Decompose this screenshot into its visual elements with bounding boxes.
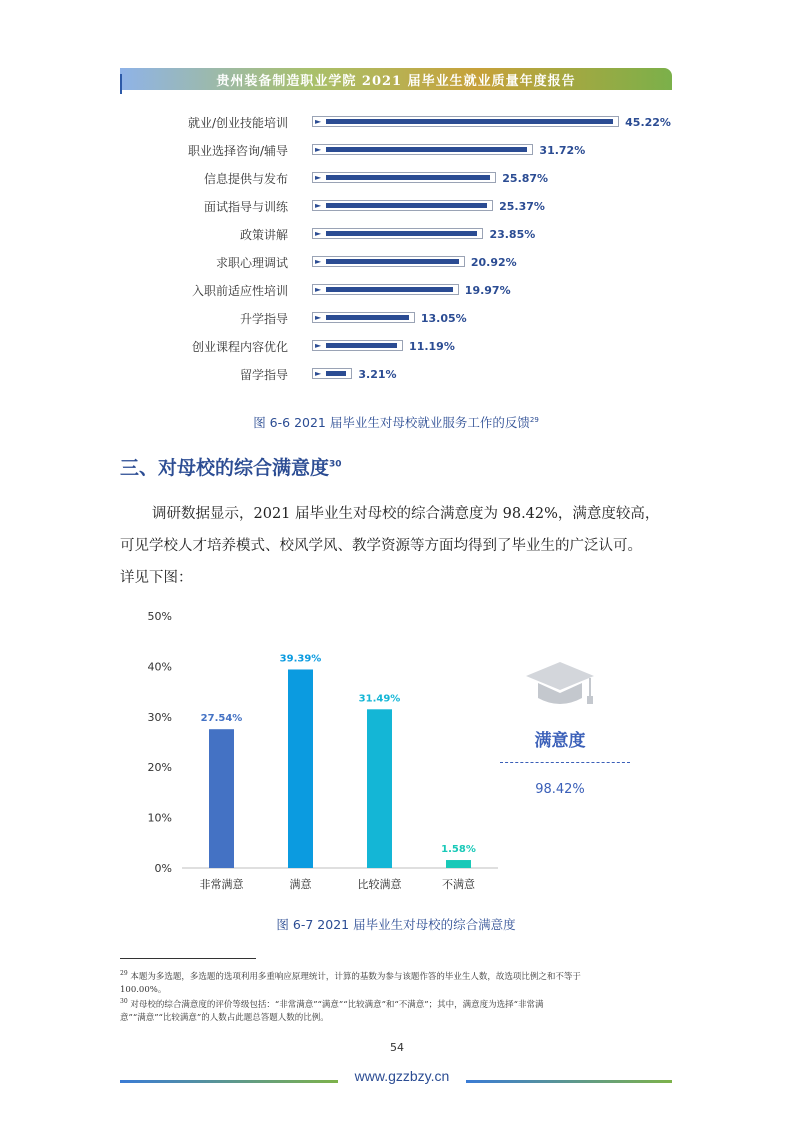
play-arrow-icon: ► — [315, 341, 322, 350]
play-arrow-icon: ► — [315, 369, 322, 378]
figure-6-6-caption — [120, 413, 672, 431]
body-paragraph-line-3: 详见下图： — [120, 570, 193, 586]
hbar-category-label: 入职前适应性培训 — [191, 284, 288, 298]
hbar-value-label: 31.72% — [539, 144, 586, 157]
footnote-30-number: 30 — [120, 998, 128, 1005]
hbar-value-label: 13.05% — [420, 312, 467, 325]
footnote-ref-30: 30 — [329, 459, 342, 470]
footnote-30-line-1: 对母校的综合满意度的评价等级包括：“非常满意”“满意”“比较满意”和“不满意”；其中，满意度为选择“非常满 — [130, 999, 544, 1010]
footnote-29-line-2: 100.00%。 — [120, 984, 167, 995]
satisfaction-divider — [500, 762, 630, 763]
hbar-fill — [326, 259, 459, 264]
footer-website-link[interactable]: www.gzzbzy.cn — [354, 1068, 450, 1084]
vbar-category-label: 非常满意 — [199, 878, 244, 891]
play-arrow-icon: ► — [315, 173, 322, 182]
hbar-value-label: 20.92% — [470, 256, 517, 269]
hbar-fill — [326, 371, 346, 376]
hbar-value-label: 3.21% — [358, 368, 397, 381]
hbar-fill — [326, 343, 397, 348]
footer-divider-right — [466, 1080, 672, 1083]
hbar-category-label: 创业课程内容优化 — [191, 340, 288, 354]
play-arrow-icon: ► — [315, 313, 322, 322]
hbar-category-label: 就业/创业技能培训 — [187, 116, 288, 130]
y-axis-tick-label: 0% — [154, 862, 172, 875]
hbar-fill — [326, 203, 487, 208]
vbar-value-label: 1.58% — [441, 844, 476, 856]
hbar-fill — [326, 287, 453, 292]
y-axis-tick-label: 10% — [147, 811, 172, 825]
hbar-fill — [326, 147, 527, 152]
vbar — [209, 729, 234, 868]
vbar — [367, 709, 392, 868]
hbar-fill — [326, 119, 613, 124]
hbar-value-label: 23.85% — [489, 228, 536, 241]
hbar-value-label: 19.97% — [464, 284, 511, 297]
hbar-value-label: 25.87% — [502, 172, 549, 185]
vbar-value-label: 39.39% — [279, 653, 322, 665]
satisfaction-summary-value: 98.42% — [535, 782, 585, 797]
play-arrow-icon: ► — [315, 229, 322, 238]
footer-divider-left — [120, 1080, 338, 1083]
hbar-category-label: 求职心理调试 — [215, 256, 288, 270]
hbar-category-label: 面试指导与训练 — [203, 200, 288, 214]
hbar-category-label: 升学指导 — [239, 312, 288, 326]
body-paragraph-line-2: 可见学校人才培养模式、校风学风、教学资源等方面均得到了毕业生的广泛认可。 — [120, 538, 642, 554]
report-header-title: 贵州装备制造职业学院 2021 届毕业生就业质量年度报告 — [216, 74, 576, 89]
play-arrow-icon: ► — [315, 285, 322, 294]
service-feedback-bar-chart — [120, 112, 680, 392]
y-axis-tick-label: 30% — [147, 710, 172, 724]
footnote-separator — [120, 958, 256, 959]
hbar-value-label: 45.22% — [625, 116, 671, 129]
footnote-30 — [120, 995, 680, 1025]
hbar-value-label: 25.37% — [499, 200, 545, 213]
figure-6-6-caption-text: 图 6-6 2021 届毕业生对母校就业服务工作的反馈 — [253, 415, 530, 430]
hbar-fill — [326, 315, 409, 320]
vbar-category-label: 不满意 — [442, 878, 475, 891]
footnote-29 — [120, 967, 680, 997]
y-axis-tick-label: 40% — [147, 660, 172, 674]
footnote-30-line-2: 意”“满意”“比较满意”的人数占此题总答题人数的比例。 — [120, 1012, 329, 1023]
vbar-value-label: 31.49% — [358, 693, 401, 705]
figure-6-7-caption: 图 6-7 2021 届毕业生对母校的综合满意度 — [276, 917, 516, 932]
vbar — [446, 860, 471, 868]
hbar-category-label: 信息提供与发布 — [203, 172, 288, 186]
y-axis-tick-label: 50% — [147, 610, 172, 623]
graduation-cap-icon — [520, 658, 600, 718]
section-title-text: 三、对母校的综合满意度 — [120, 457, 330, 479]
vbar-category-label: 满意 — [289, 878, 312, 891]
hbar-category-label: 留学指导 — [239, 368, 288, 382]
hbar-category-label: 职业选择咨询/辅导 — [187, 144, 288, 158]
play-arrow-icon: ► — [315, 117, 322, 126]
vbar-category-label: 比较满意 — [357, 878, 402, 891]
hbar-category-label: 政策讲解 — [239, 228, 288, 242]
hbar-value-label: 11.19% — [409, 340, 455, 353]
footnote-29-number: 29 — [120, 970, 128, 977]
vbar-value-label: 27.54% — [200, 713, 243, 725]
page-number: 54 — [390, 1041, 404, 1054]
play-arrow-icon: ► — [315, 257, 322, 266]
satisfaction-summary-title: 满意度 — [534, 731, 586, 751]
play-arrow-icon: ► — [315, 145, 322, 154]
y-axis-tick-label: 20% — [147, 761, 172, 775]
hbar-fill — [326, 231, 477, 236]
footnote-ref-29: 29 — [529, 415, 539, 424]
satisfaction-bar-chart — [140, 600, 510, 900]
play-arrow-icon: ► — [315, 201, 322, 210]
vbar — [288, 669, 313, 868]
body-paragraph-line-1: 调研数据显示，2021 届毕业生对母校的综合满意度为 98.42%，满意度较高， — [152, 506, 660, 522]
footnote-29-line-1: 本题为多选题，多选题的选项利用多重响应原理统计，计算的基数为参与该题作答的毕业生人数，故选项比例之和不等于 — [130, 971, 581, 982]
hbar-fill — [326, 175, 490, 180]
section-title — [120, 453, 342, 480]
